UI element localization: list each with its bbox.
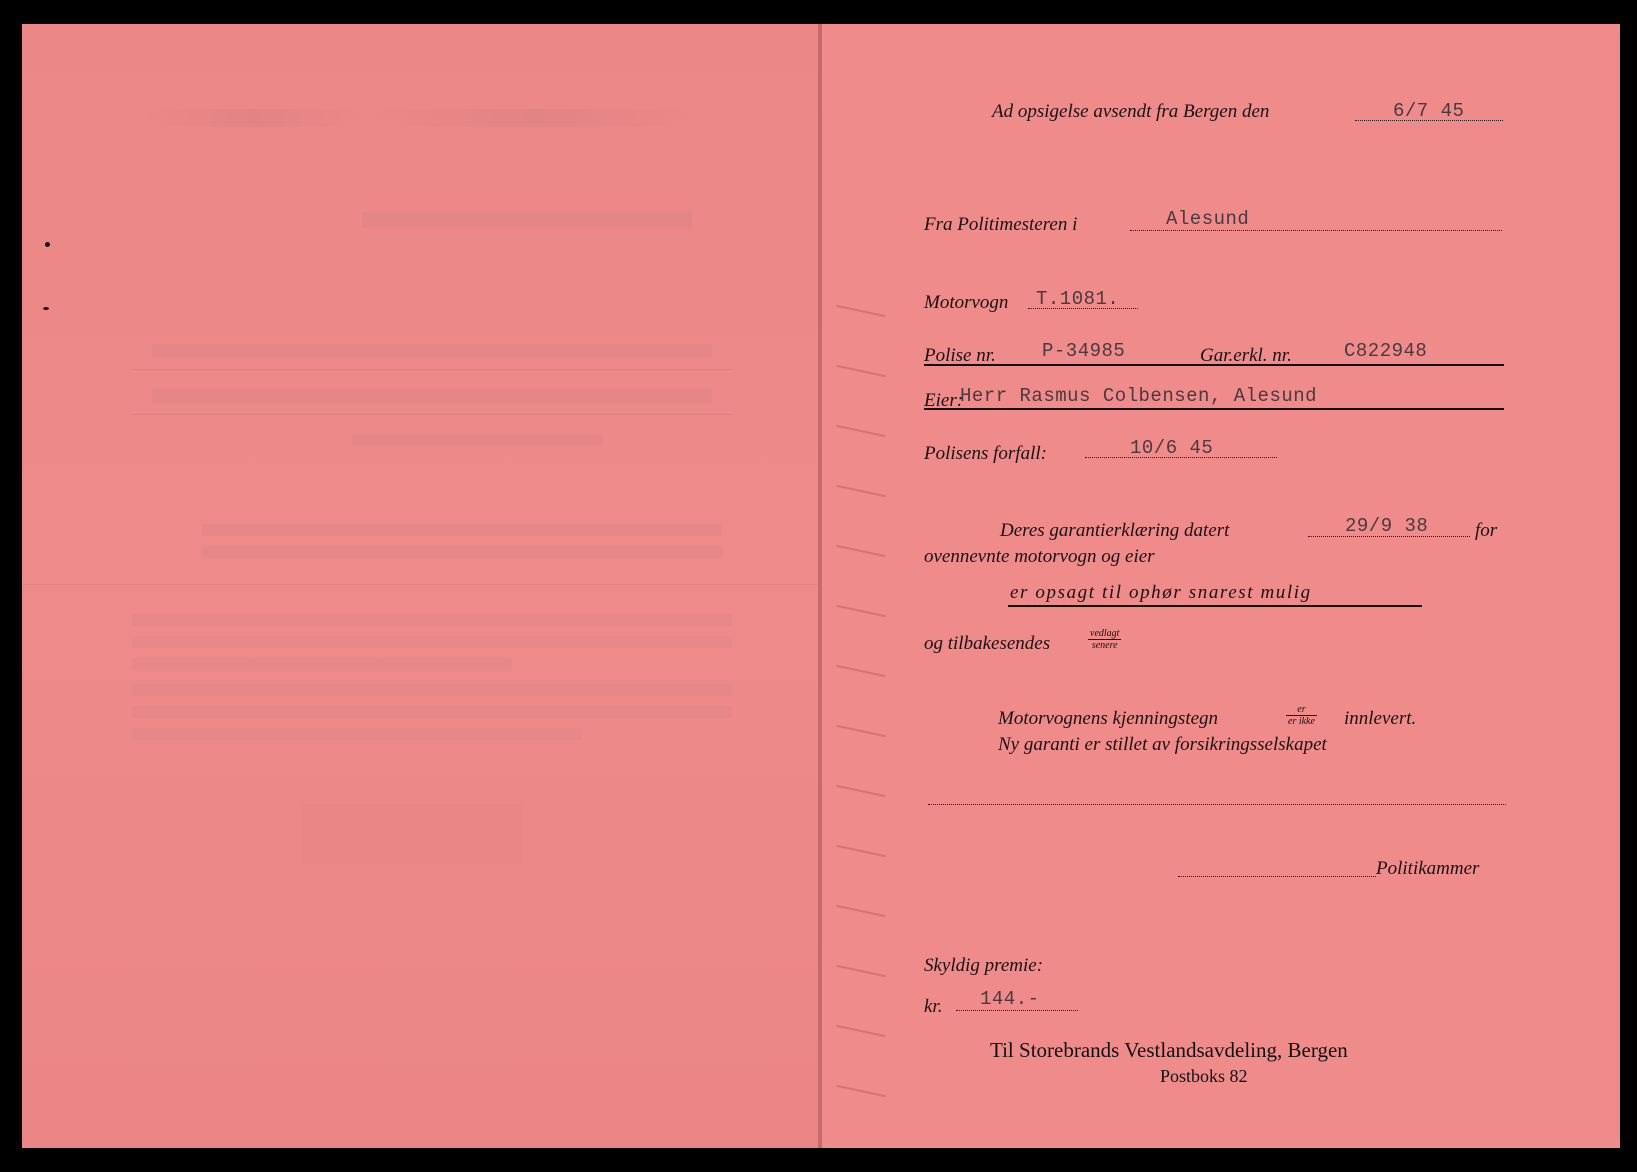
- premium-currency: kr.: [924, 996, 943, 1017]
- declaration-line2: ovennevnte motorvogn og eier: [924, 546, 1155, 567]
- from-label: Fra Politimesteren i: [924, 214, 1078, 235]
- owner-rule: [924, 408, 1504, 410]
- ghost-rule: [22, 584, 822, 585]
- policy-rule: [924, 364, 1504, 366]
- plates-line2: Ny garanti er stillet av forsikringsselskapet: [998, 734, 1327, 755]
- ghost-text: [152, 389, 712, 403]
- ghost-text: [132, 636, 732, 648]
- guarantee-value: C822948: [1344, 340, 1428, 362]
- ghost-text: [352, 434, 602, 446]
- ghost-text: [132, 614, 732, 626]
- from-value: Alesund: [1166, 208, 1250, 230]
- from-line: [1130, 230, 1502, 231]
- left-page: [22, 24, 822, 1148]
- declaration-date: 29/9 38: [1345, 515, 1429, 537]
- returned-options: [1088, 628, 1121, 651]
- sent-date-value: 6/7 45: [1393, 100, 1465, 122]
- premium-label: Skyldig premie:: [924, 955, 1044, 976]
- cancelled-text: er opsagt til ophør snarest mulig: [1010, 582, 1312, 603]
- ghost-rule: [132, 369, 732, 370]
- returned-option-bottom: senere: [1091, 640, 1118, 651]
- plates-option-top: er: [1286, 704, 1317, 716]
- plates-suffix: innlevert.: [1344, 708, 1417, 729]
- police-line: [1178, 876, 1376, 877]
- premium-amount: 144.-: [980, 988, 1040, 1010]
- ghost-text: [132, 728, 582, 740]
- ghost-text: [152, 344, 712, 358]
- vehicle-value: T.1081.: [1036, 288, 1120, 310]
- punch-mark: [43, 307, 49, 310]
- footer-address-line1: Til Storebrands Vestlandsavdeling, Bergen: [990, 1038, 1348, 1062]
- due-value: 10/6 45: [1130, 437, 1214, 459]
- ghost-text: [132, 658, 512, 670]
- declaration-suffix: for: [1475, 520, 1498, 541]
- plates-options: [1286, 704, 1317, 727]
- plates-option-bottom: er ikke: [1288, 716, 1315, 727]
- vehicle-label: Motorvogn: [924, 292, 1009, 313]
- footer-address-line2: Postboks 82: [1160, 1066, 1248, 1086]
- ghost-text: [202, 524, 722, 536]
- insurer-line: [928, 804, 1506, 805]
- policy-label: Polise nr.: [924, 345, 996, 366]
- guarantee-label: Gar.erkl. nr.: [1200, 345, 1292, 366]
- police-label: Politikammer: [1376, 858, 1480, 879]
- returned-label: og tilbakesendes: [924, 633, 1051, 654]
- sent-label: Ad opsigelse avsendt fra Bergen den: [992, 101, 1270, 122]
- ghost-rule: [132, 414, 732, 415]
- owner-value: Herr Rasmus Colbensen, Alesund: [960, 385, 1318, 407]
- ghost-text: [132, 706, 732, 718]
- punch-mark: [45, 242, 50, 247]
- premium-line: [956, 1010, 1078, 1011]
- ghost-text: [202, 546, 722, 558]
- ghost-text: [302, 804, 522, 864]
- plates-prefix: Motorvognens kjenningstegn: [998, 708, 1219, 729]
- due-label: Polisens forfall:: [924, 443, 1047, 464]
- ghost-text: [142, 109, 702, 127]
- returned-option-top: vedlagt: [1090, 628, 1120, 639]
- declaration-prefix: Deres garantierklæring datert: [1000, 520, 1230, 541]
- owner-label: Eier:: [924, 390, 964, 411]
- ghost-text: [132, 684, 732, 696]
- policy-value: P-34985: [1042, 340, 1126, 362]
- cancelled-rule: [1008, 605, 1422, 607]
- ghost-text: [362, 212, 692, 228]
